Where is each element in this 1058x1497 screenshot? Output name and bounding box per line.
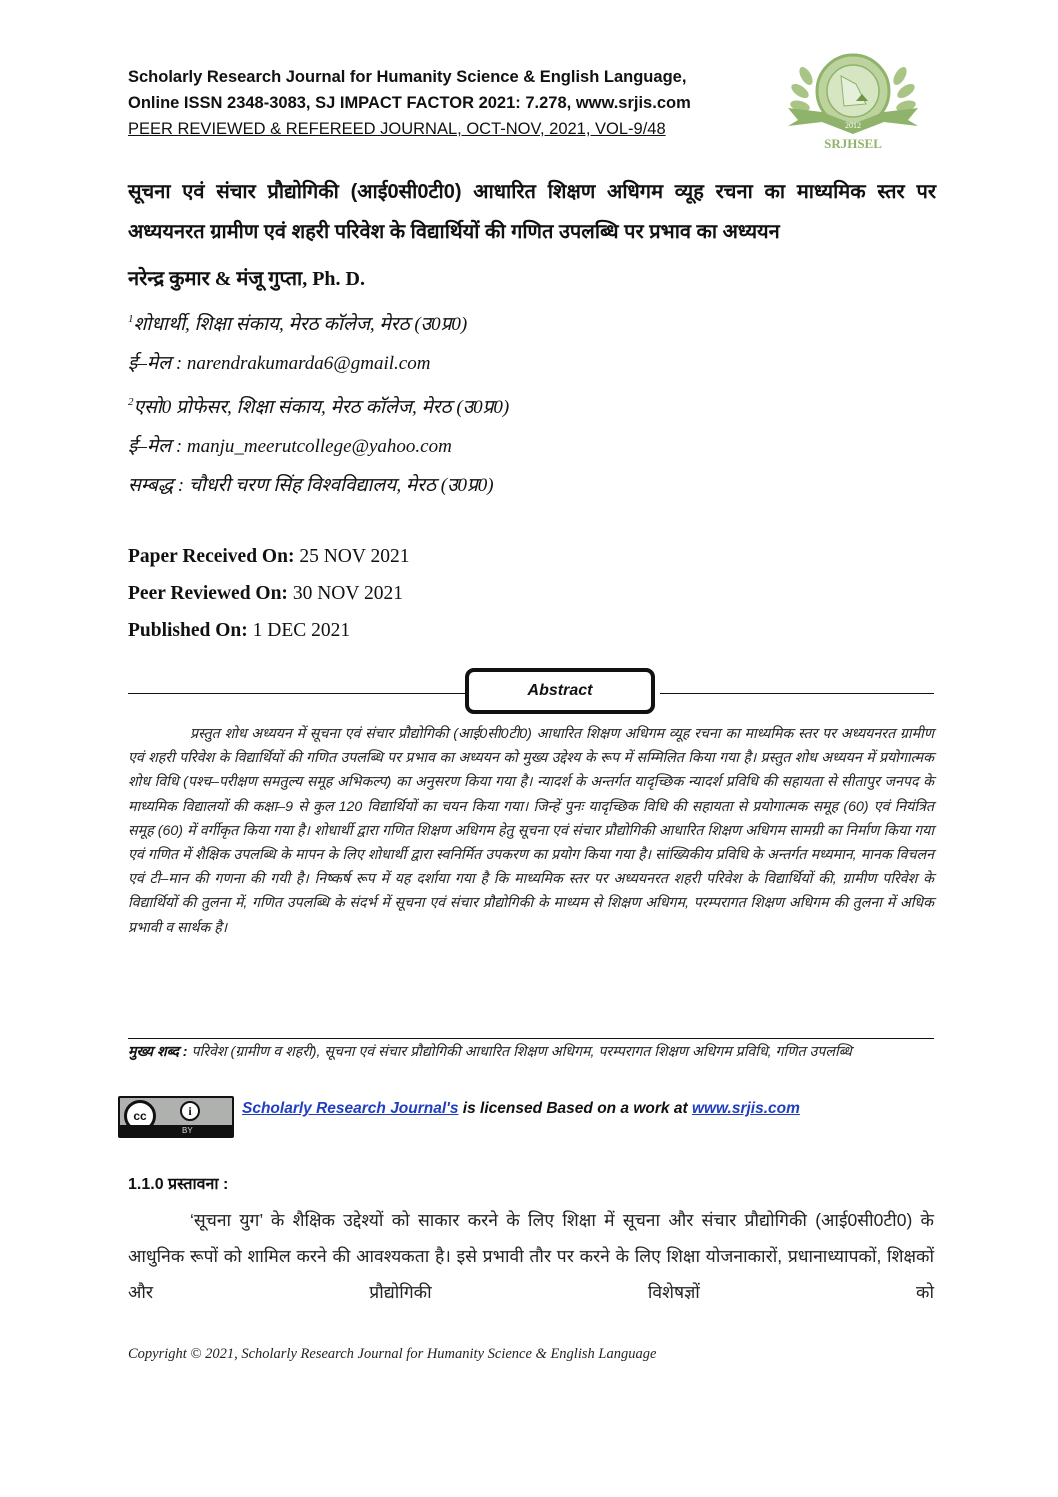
journal-header — [128, 64, 768, 142]
website-link[interactable]: www.srjis.com — [691, 1100, 800, 1117]
divider — [660, 693, 934, 694]
journal-link[interactable]: Scholarly Research Journal's — [242, 1100, 459, 1117]
keywords — [128, 1040, 934, 1064]
authors-block — [128, 264, 828, 505]
author-names: नरेन्द्र कुमार & मंजू गुप्ता, Ph. D. — [128, 268, 366, 290]
divider — [128, 1038, 934, 1039]
svg-text:SRJHSEL: SRJHSEL — [824, 136, 882, 151]
email-line: ई–मेल : narendrakumarda6@gmail.com — [128, 353, 431, 374]
paper-title: सूचना एवं संचार प्रौद्योगिकी (आई0सी0टी0) आधारित शिक्षण अधिगम व्यूह रचना का माध्यमिक स्तर पर अध्ययनरत ग्रामीण एवं शहरी परिवेश के विद्यार्थियों की गणित उपलब्धि पर प्रभाव का अध्ययन — [128, 181, 936, 243]
by-label: BY — [182, 1126, 193, 1135]
journal-volume-info: PEER REVIEWED & REFEREED JOURNAL, OCT-NOV, 2021, VOL-9/48 — [128, 120, 666, 138]
cc-by-license-icon[interactable] — [118, 1096, 234, 1138]
received-date: Paper Received On: 25 NOV 2021 — [128, 546, 410, 567]
journal-issn-impact: Online ISSN 2348-3083, SJ IMPACT FACTOR 2021: 7.278, www.srjis.com — [128, 94, 691, 112]
section-heading: 1.1.0 प्रस्तावना : — [128, 1176, 229, 1193]
laurel-seal-logo-icon — [786, 46, 920, 154]
keywords-label: मुख्य शब्द : — [128, 1044, 188, 1060]
reviewed-date: Peer Reviewed On: 30 NOV 2021 — [128, 583, 403, 604]
keywords-text: परिवेश (ग्रामीण व शहरी), सूचना एवं संचार प्रौद्योगिकी आधारित शिक्षण अधिगम, परम्परागत शिक्षण अधिगम प्रविधि, गणित उपलब्धि — [187, 1044, 852, 1060]
attribution-person-icon: i — [180, 1101, 200, 1121]
license-text: Scholarly Research Journal's is licensed Based on a work at www.srjis.com — [242, 1100, 800, 1117]
affiliated-university-line: सम्बद्ध : चौधरी चरण सिंह विश्वविद्यालय, मेरठ (उ0प्र0) — [128, 475, 494, 496]
svg-text:2012: 2012 — [845, 121, 861, 130]
published-date: Published On: 1 DEC 2021 — [128, 620, 351, 641]
copyright-footer: Copyright © 2021, Scholarly Research Journal for Humanity Science & English Language — [128, 1346, 657, 1362]
paper-dates — [128, 538, 409, 649]
affiliation-line: $^2$एसो0 प्रोफेसर, शिक्षा संकाय, मेरठ कॉलेज, मेरठ (उ0प्र0) — [128, 396, 510, 418]
section-body: ‘सूचना युग’ के शैक्षिक उद्देश्यों को साकार करने के लिए शिक्षा में सूचना और संचार प्रौद्योगिकी (आई0सी0टी0) के आधुनिक रूपों को शामिल करने की आवश्यकता है। इसे प्रभावी तौर पर करने के लिए शिक्षा योजनाकारों, प्रधानाध्यापकों, शिक्षकों और प्रौद्योगिकी विशेषज्ञों को — [128, 1210, 934, 1302]
license-notice — [118, 1096, 938, 1140]
divider — [128, 693, 468, 694]
journal-name: Scholarly Research Journal for Humanity Science & English Language, — [128, 68, 687, 86]
abstract-heading: Abstract — [465, 668, 655, 714]
affiliation-line: $^1$शोधार्थी, शिक्षा संकाय, मेरठ कॉलेज, मेरठ (उ0प्र0) — [128, 313, 468, 335]
cc-icon: cc — [124, 1100, 156, 1132]
abstract-text: प्रस्तुत शोध अध्ययन में सूचना एवं संचार प्रौद्योगिकी (आई0सी0टी0) आधारित शिक्षण अधिगम व्यूह रचना का माध्यमिक स्तर पर अध्ययनरत ग्रामीण एवं शहरी परिवेश के विद्यार्थियों की गणित उपलब्धि पर प्रभाव का अध्ययन को मुख्य उद्देश्य के रूप में सम्मिलित किया गया है। प्रस्तुत शोध अध्ययन में प्रयोगात्मक शोध विधि (पश्च–परीक्षण समतुल्य समूह अभिकल्प) का अनुसरण किया गया है। न्यादर्श के अन्तर्गत यादृच्छिक न्यादर्श प्रविधि की सहायता से सीतापुर जनपद के माध्यमिक विद्यालयों की कक्षा–9 से कुल 120 विद्यार्थियों का चयन किया गया। जिन्हें पुनः यादृच्छिक विधि की सहायता से प्रयोगात्मक समूह (60) एवं नियंत्रित समूह (60) में वर्गीकृत किया गया है। शोधार्थी द्वारा गणित शिक्षण अधिगम हेतु सूचना एवं संचार प्रौद्योगिकी आधारित शिक्षण अधिगम सामग्री का निर्माण किया गया एवं गणित में शैक्षिक उपलब्धि के मापन के लिए शोधार्थी द्वारा स्वनिर्मित उपकरण का प्रयोग किया गया है। सांख्यिकीय प्रविधि के अन्तर्गत मध्यमान, मानक विचलन एवं टी–मान की गणना की गयी है। निष्कर्ष रूप में यह दर्शाया गया है कि माध्यमिक स्तर पर अध्ययनरत शहरी परिवेश के विद्यार्थियों की, ग्रामीण परिवेश के विद्यार्थियों की तुलना में, गणित उपलब्धि के संदर्भ में सूचना एवं संचार प्रौद्योगिकी के माध्यम से शिक्षण अधिगम, परम्परागत शिक्षण अधिगम की तुलना में अधिक प्रभावी व सार्थक है। — [128, 726, 934, 936]
email-line: ई–मेल : manju_meerutcollege@yahoo.com — [128, 436, 452, 457]
